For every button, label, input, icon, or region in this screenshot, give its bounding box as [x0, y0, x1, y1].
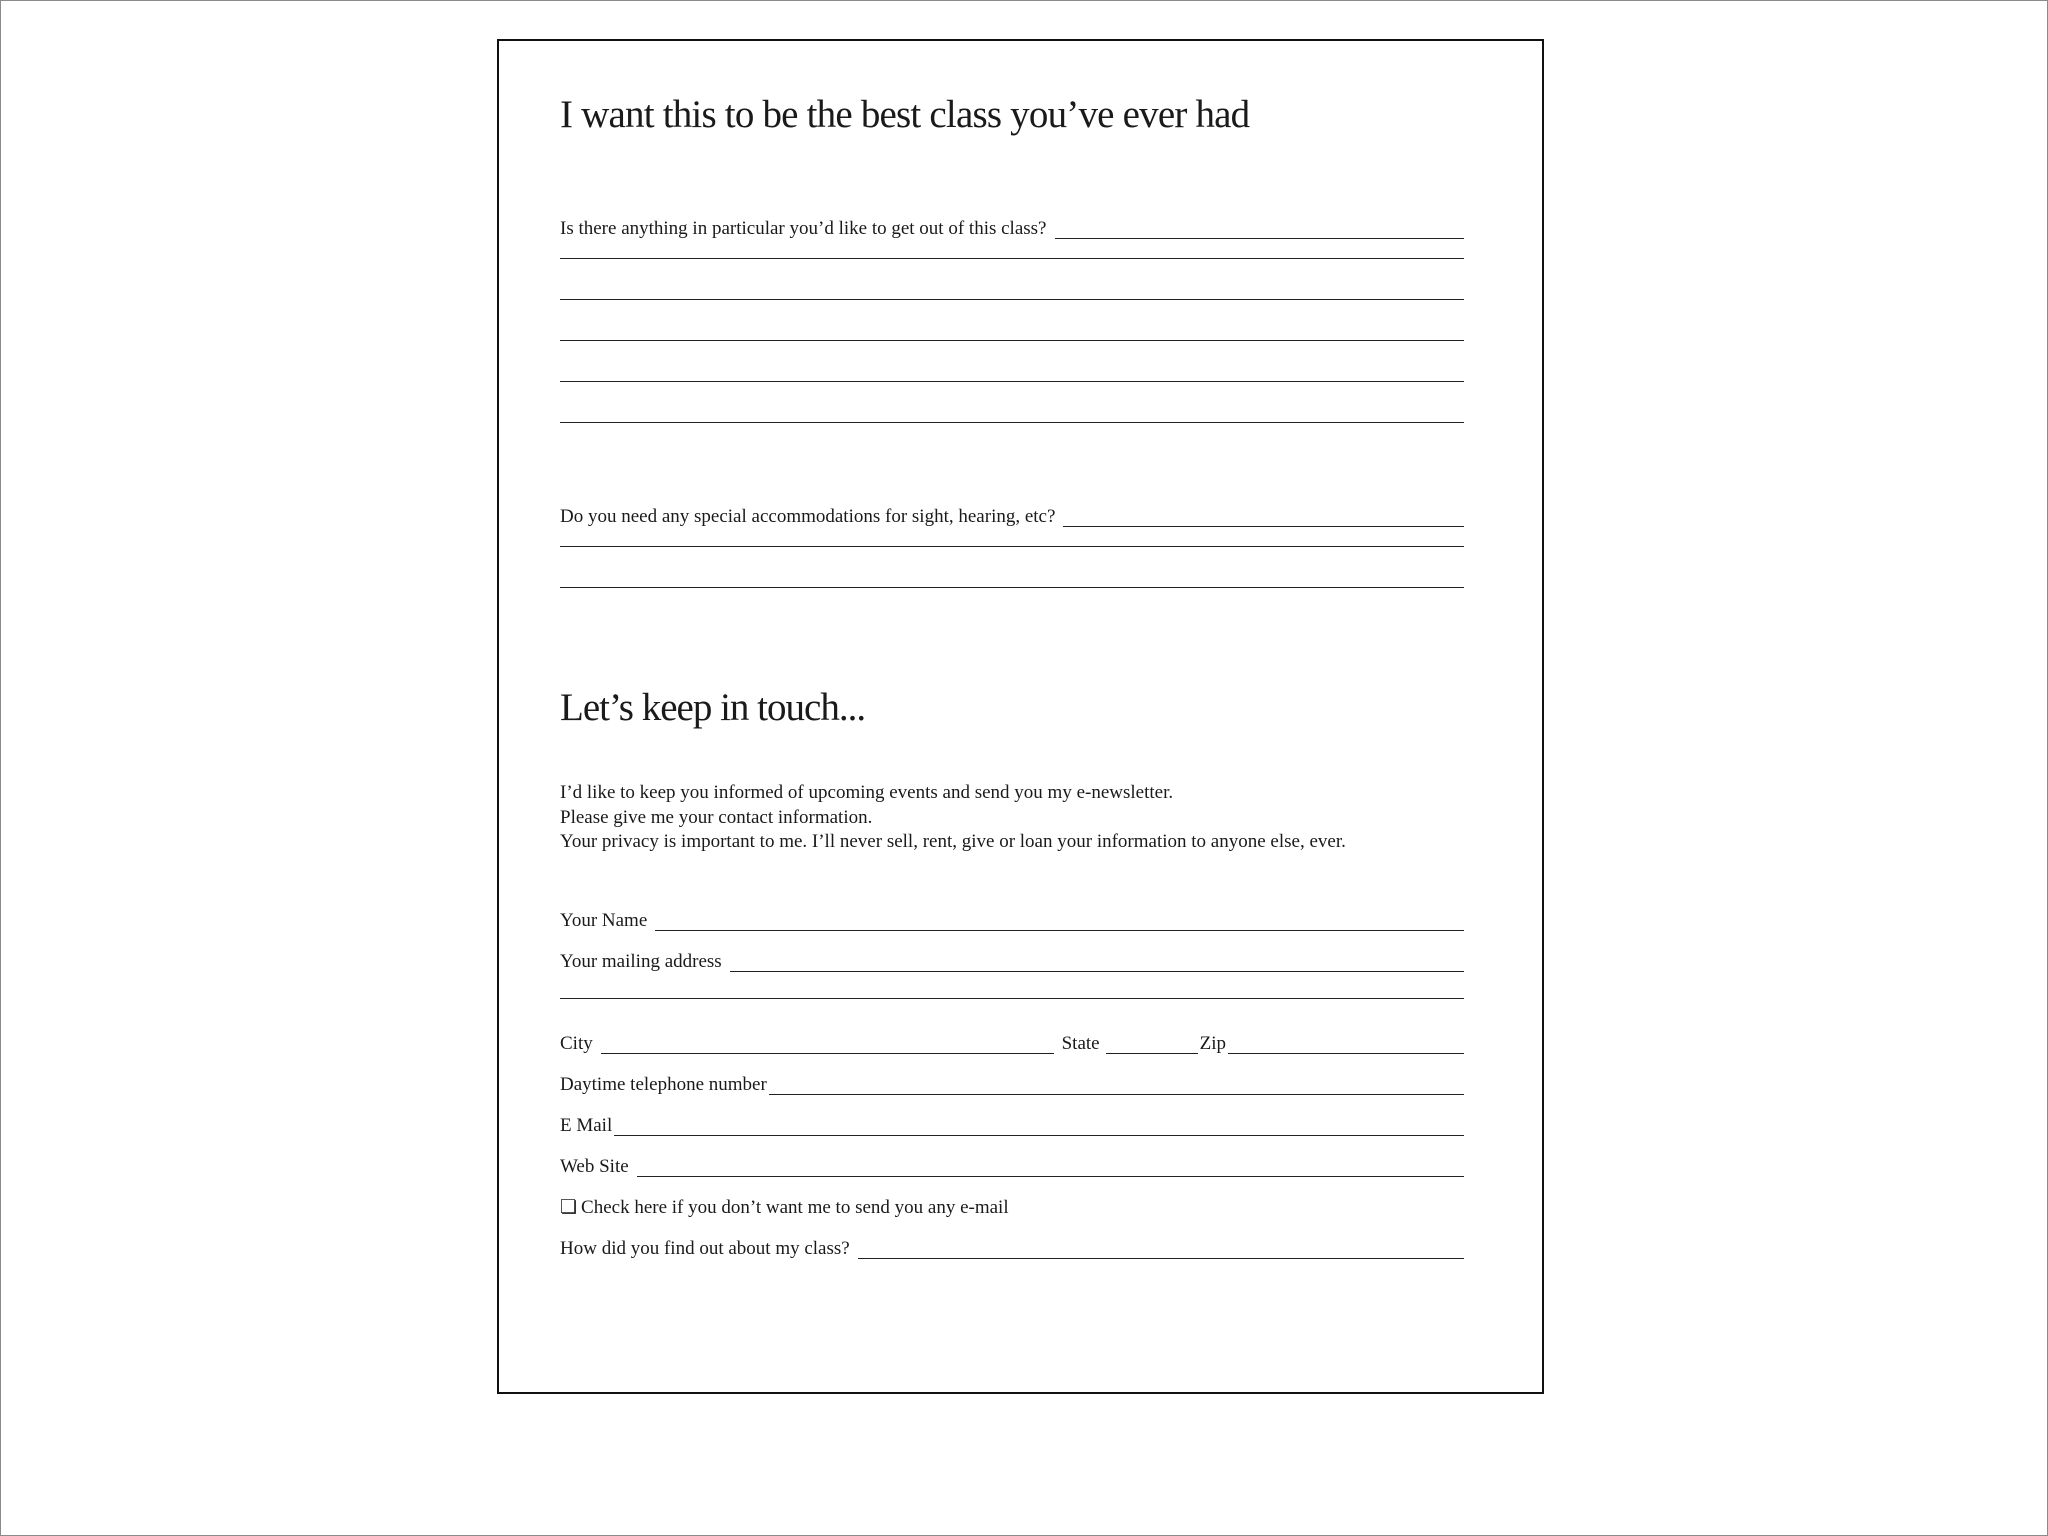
- opt-out-checkbox[interactable]: ❏: [560, 1197, 578, 1218]
- form-page: [497, 39, 1544, 1394]
- name-field[interactable]: [655, 930, 1464, 931]
- zip-field[interactable]: [1228, 1053, 1464, 1054]
- answer-line[interactable]: [560, 546, 1464, 547]
- email-field[interactable]: [614, 1135, 1464, 1136]
- intro-line: I’d like to keep you informed of upcoming events and send you my e-newsletter.: [560, 782, 1174, 803]
- answer-line[interactable]: [560, 587, 1464, 588]
- answer-line[interactable]: [560, 258, 1464, 259]
- address-label: Your mailing address: [560, 951, 722, 972]
- website-label: Web Site: [560, 1156, 629, 1177]
- website-field[interactable]: [637, 1176, 1464, 1177]
- intro-line: Please give me your contact information.: [560, 806, 873, 828]
- phone-field[interactable]: [769, 1094, 1464, 1095]
- address-field[interactable]: [730, 971, 1464, 972]
- intro-line: Your privacy is important to me. I’ll never sell, rent, give or loan your information to anyone else, ever.: [560, 831, 1346, 852]
- referral-field[interactable]: [858, 1258, 1464, 1259]
- answer-line[interactable]: [1055, 238, 1465, 239]
- state-field[interactable]: [1106, 1053, 1198, 1054]
- name-field-row: [560, 907, 1464, 931]
- question-accommodations-label: Do you need any special accommodations for sight, hearing, etc?: [560, 506, 1056, 527]
- question-accommodations-row: [560, 503, 1464, 527]
- zip-label: Zip: [1199, 1033, 1226, 1054]
- name-label: Your Name: [560, 910, 648, 931]
- city-field[interactable]: [601, 1053, 1054, 1054]
- phone-label: Daytime telephone number: [560, 1074, 767, 1095]
- phone-field-row: [560, 1071, 1464, 1095]
- state-label: State: [1061, 1033, 1100, 1054]
- question-goals-row: [560, 215, 1464, 239]
- email-field-row: [560, 1112, 1464, 1136]
- answer-line[interactable]: [560, 340, 1464, 341]
- referral-label: How did you find out about my class?: [560, 1238, 850, 1259]
- answer-line[interactable]: [560, 422, 1464, 423]
- question-goals-label: Is there anything in particular you’d like to get out of this class?: [560, 218, 1047, 239]
- city-state-zip-row: [560, 1030, 1464, 1054]
- answer-line[interactable]: [1063, 526, 1464, 527]
- referral-field-row: [560, 1235, 1464, 1259]
- answer-line[interactable]: [560, 381, 1464, 382]
- address-line-2[interactable]: [560, 998, 1464, 999]
- email-label: E Mail: [560, 1115, 613, 1136]
- city-label: City: [560, 1033, 593, 1054]
- section-title-best-class: I want this to be the best class you’ve ever had: [560, 93, 1250, 136]
- answer-line[interactable]: [560, 299, 1464, 300]
- address-field-row: [560, 948, 1464, 972]
- website-field-row: [560, 1153, 1464, 1177]
- intro-paragraph: [560, 781, 1500, 855]
- email-opt-out-row: [560, 1194, 1464, 1218]
- opt-out-label: Check here if you don’t want me to send you any e-mail: [581, 1197, 1009, 1218]
- section-title-keep-in-touch: Let’s keep in touch...: [560, 686, 866, 729]
